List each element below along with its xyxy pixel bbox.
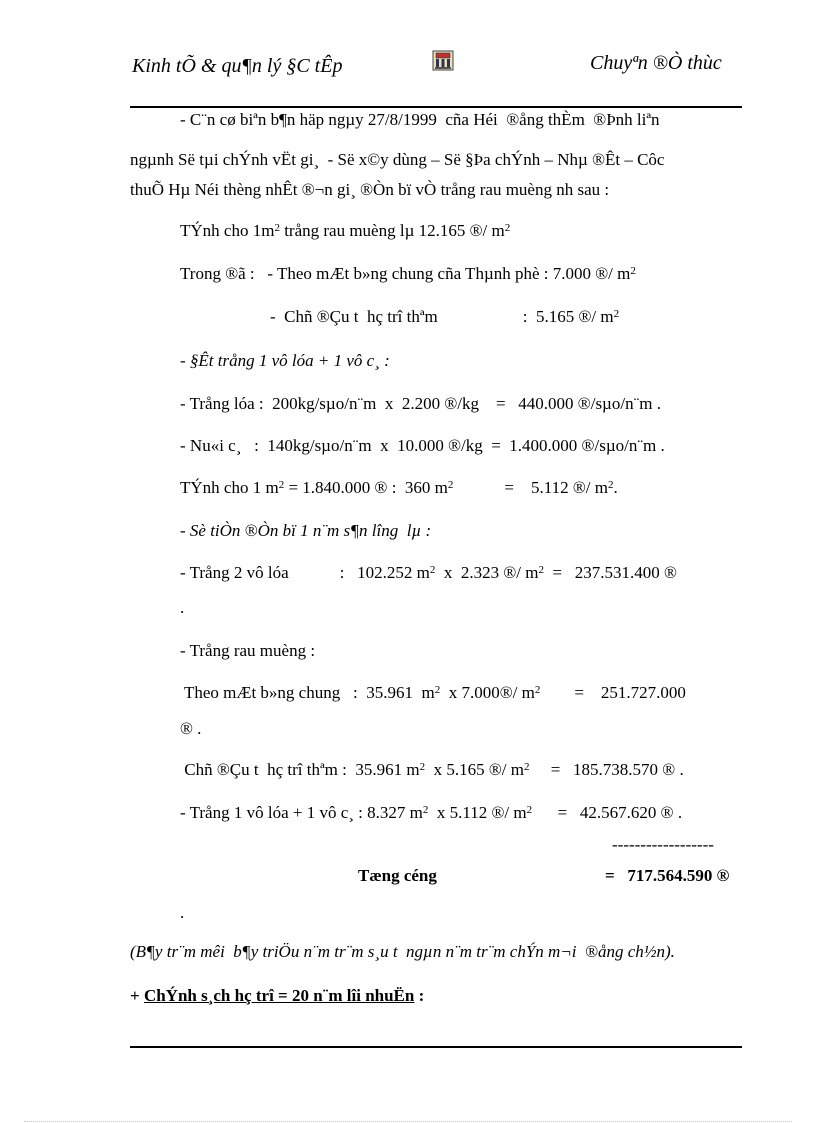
investor-rate-text: - Chñ ®Çu t hç trî thªm : 5.165 ®/ m — [270, 307, 614, 326]
rate-text-a: TÝnh cho 1m — [180, 221, 275, 240]
rate-per-m2-line — [180, 221, 510, 241]
rice-fish-comp-b: x 5.112 ®/ m — [428, 803, 527, 822]
per-m2-calc-line — [180, 478, 618, 498]
superscript: 2 — [526, 804, 533, 816]
amount-in-words: (B¶y tr¨m mêi b¶y triÖu n¨m tr¨m s¸u t ngµn n¨m tr¨m chÝn m¬i ®ång ch½n). — [130, 942, 675, 961]
two-rice-b: x 2.323 ®/ m — [435, 563, 539, 582]
page-bottom-border — [24, 1121, 792, 1122]
investor-support-b: x 5.165 ®/ m — [425, 760, 524, 779]
policy-colon: : — [414, 986, 425, 1005]
common-rate-line — [180, 683, 686, 703]
rice-yield-line: - Trång lóa : 200kg/sµo/n¨m x 2.200 ®/kg = 440.000 ®/sµo/n¨m . — [180, 394, 661, 413]
investor-rate-line — [270, 307, 619, 327]
sum-rule: ------------------ — [612, 835, 714, 854]
rice-fish-comp-line — [180, 803, 682, 823]
common-rate-c: = 251.727.000 — [540, 683, 686, 702]
superscript: 2 — [504, 222, 511, 234]
superscript: 2 — [434, 684, 441, 696]
superscript: 2 — [447, 479, 454, 491]
common-rate-unit: ® . — [180, 719, 202, 738]
rice-fish-comp-c: = 42.567.620 ® . — [532, 803, 683, 822]
investor-support-a: Chñ ®Çu t hç trî thªm : 35.961 m — [180, 760, 420, 779]
superscript: 2 — [538, 564, 544, 576]
investor-support-line — [180, 760, 684, 780]
city-rate-line — [180, 264, 636, 284]
total-value: = 717.564.590 ® — [605, 866, 730, 885]
calc-text-d: . — [613, 478, 618, 497]
policy-plus: + — [130, 986, 144, 1005]
superscript: 2 — [534, 684, 541, 696]
rice-fish-comp-a: - Trång 1 vô lóa + 1 vô c¸ : 8.327 m — [180, 803, 423, 822]
paragraph-line-1: - C¨n cø biªn b¶n häp ngµy 27/8/1999 cña Héi ®ång thÈm ®Þnh liªn — [180, 110, 660, 129]
policy-heading: ChÝnh s¸ch hç trî = 20 n¨m lîi nhuËn — [143, 986, 415, 1005]
investor-support-c: = 185.738.570 ® . — [529, 760, 684, 779]
policy-line — [130, 986, 424, 1006]
header-rule — [130, 106, 742, 108]
superscript: 2 — [613, 308, 620, 320]
two-rice-a: - Trång 2 vô lóa : 102.252 m — [180, 563, 430, 582]
common-rate-b: x 7.000®/ m — [440, 683, 535, 702]
superscript: 2 — [523, 761, 530, 773]
superscript: 2 — [429, 564, 436, 576]
stray-dot: . — [180, 598, 185, 617]
paragraph-line-3: thuÕ Hµ Néi thèng nhÊt ®¬n gi¸ ®Òn bï vÒ trång rau muèng nh sau : — [130, 180, 610, 199]
calc-text-b: = 1.840.000 ® : 360 m — [284, 478, 448, 497]
superscript: 2 — [422, 804, 429, 816]
city-rate-text: Trong ®ã : - Theo mÆt b»ng chung cña Thµnh phè : 7.000 ®/ m — [180, 264, 631, 283]
two-rice-line — [180, 563, 677, 583]
superscript: 2 — [419, 761, 426, 773]
university-logo-icon — [432, 49, 454, 71]
header-left-title: Kinh tÕ & qu¶n lý §C tÊp — [132, 55, 343, 77]
calc-text-a: TÝnh cho 1 m — [180, 478, 279, 497]
superscript: 2 — [278, 479, 285, 491]
superscript: 2 — [274, 222, 280, 234]
two-rice-c: = 237.531.400 ® — [543, 563, 677, 582]
total-label: Tæng céng — [358, 866, 437, 885]
superscript: 2 — [607, 479, 614, 491]
common-rate-a: Theo mÆt b»ng chung : 35.961 m — [180, 683, 435, 702]
section-rice-fish: - §Êt trång 1 vô lóa + 1 vô c¸ : — [180, 351, 390, 370]
rate-text-b: trång rau muèng lµ 12.165 ®/ m — [279, 221, 505, 240]
section-compensation: - Sè tiÒn ®Òn bï 1 n¨m s¶n lîng lµ : — [180, 521, 432, 540]
fish-yield-line: - Nu«i c¸ : 140kg/sµo/n¨m x 10.000 ®/kg = 1.400.000 ®/sµo/n¨m . — [180, 436, 665, 455]
water-spinach-heading: - Trång rau muèng : — [180, 641, 316, 660]
footer-rule — [130, 1046, 742, 1048]
superscript: 2 — [630, 265, 636, 277]
paragraph-line-2: ngµnh Së tµi chÝnh vËt gi¸ - Së x©y dùng – Së §Þa chÝnh – Nhµ ®Êt – Côc — [130, 150, 665, 169]
header-right-title: Chuyªn ®Ò thùc — [590, 52, 722, 74]
stray-dot: . — [180, 903, 185, 922]
calc-text-c: = 5.112 ®/ m — [453, 478, 608, 497]
